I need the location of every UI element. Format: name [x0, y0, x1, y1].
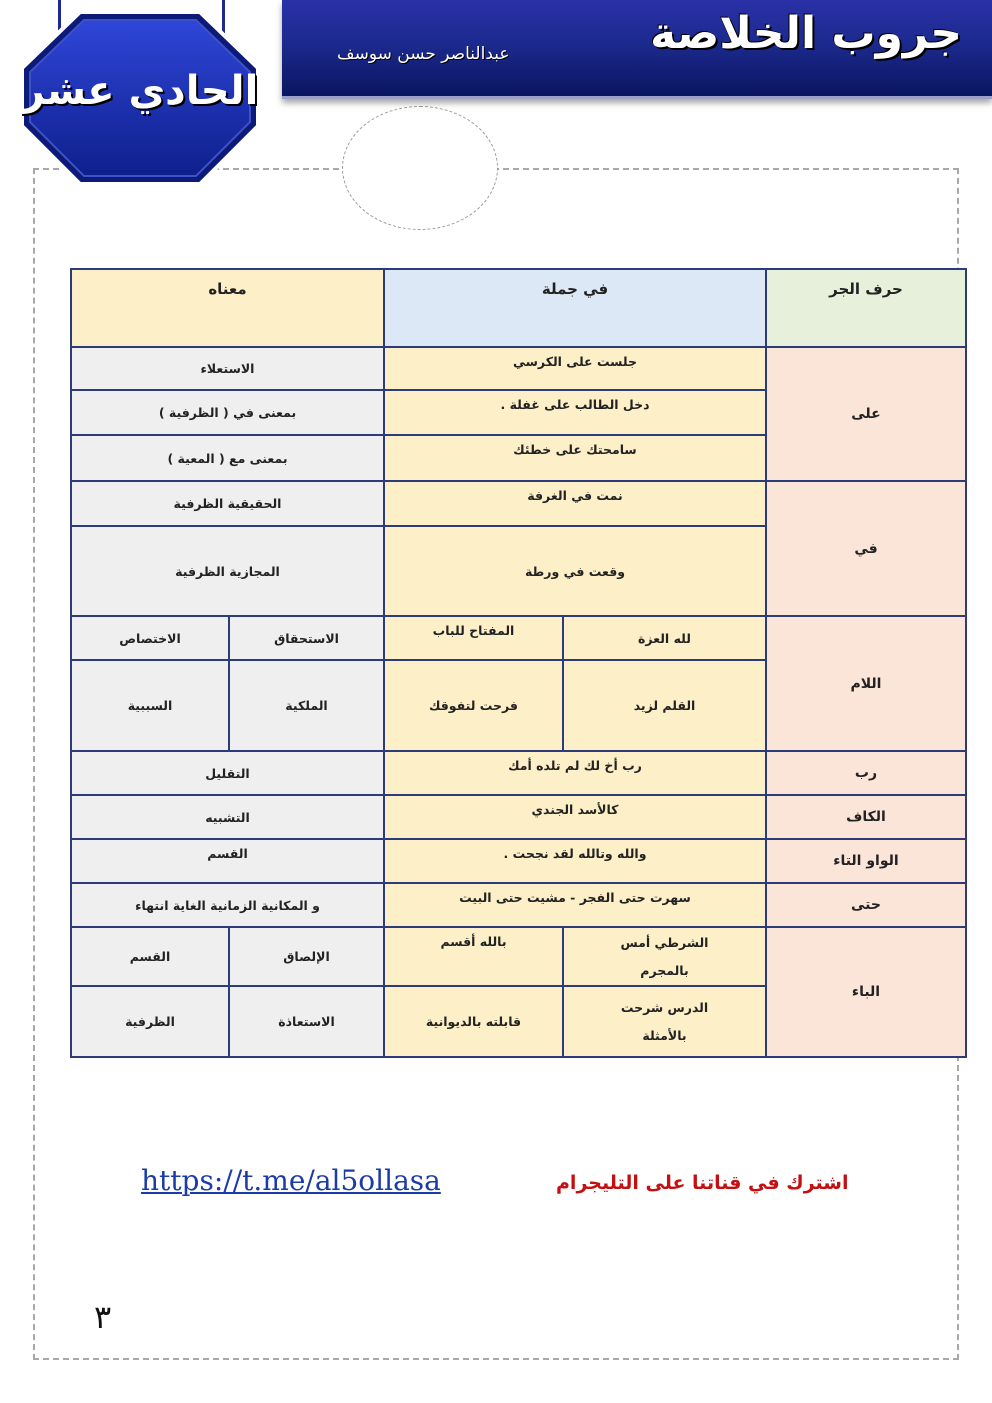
meaning-cell: الاختصاص: [71, 616, 229, 660]
table-row: [71, 795, 966, 839]
sentence-cell: جلست على الكرسي: [384, 347, 766, 390]
sentence-cell: قابلته بالديوانية: [384, 986, 563, 1057]
letter-cell: في: [766, 481, 966, 616]
letter-cell: الباء: [766, 927, 966, 1057]
telegram-link[interactable]: https://t.me/al5ollasa: [141, 1164, 441, 1197]
sentence-cell: الدرس شرحت بالأمثلة: [563, 986, 766, 1057]
header-sentence: في جملة: [384, 269, 766, 347]
sentence-cell: المفتاح للباب: [384, 616, 563, 660]
meaning-cell: السببية: [71, 660, 229, 751]
header-meaning: معناه: [71, 269, 384, 347]
meaning-cell: الملكية: [229, 660, 384, 751]
prepositions-table: [70, 268, 967, 1058]
meaning-cell: القسم: [71, 927, 229, 986]
meaning-cell: الاستعاذة: [229, 986, 384, 1057]
header-letter: حرف الجر: [766, 269, 966, 347]
sentence-cell: رب أخ لك لم تلده أمك: [384, 751, 766, 795]
letter-cell: الكاف: [766, 795, 966, 839]
table-row: [71, 883, 966, 927]
meaning-cell: بمعنى مع ( المعية ): [71, 435, 384, 481]
letter-cell: الواو التاء: [766, 839, 966, 883]
sentence-cell: والله وتالله لقد نجحت .: [384, 839, 766, 883]
sentence-cell: وقعت في ورطة: [384, 526, 766, 616]
table-row: [71, 839, 966, 883]
sentence-cell: القلم لزيد: [563, 660, 766, 751]
decorative-circle: [342, 106, 498, 230]
table-row: [71, 347, 966, 390]
grade-badge: [18, 8, 262, 188]
badge-label: الحادي عشر: [21, 68, 259, 114]
letter-cell: على: [766, 347, 966, 481]
sentence-cell: سهرت حتى الفجر - مشيت حتى البيت: [384, 883, 766, 927]
sentence-cell: الشرطي أمس بالمجرم: [563, 927, 766, 986]
banner-author: عبدالناصر حسن سوسف: [337, 44, 510, 64]
sentence-cell: لله العزة: [563, 616, 766, 660]
meaning-cell: الظرفية: [71, 986, 229, 1057]
table-row: [71, 927, 966, 986]
telegram-promo: اشترك في قناتنا على التليجرام: [556, 1172, 849, 1194]
meaning-cell: بمعنى في ( الظرفية ): [71, 390, 384, 435]
letter-cell: حتى: [766, 883, 966, 927]
banner-title: جروب الخلاصة: [650, 8, 962, 59]
meaning-cell: الحقيقية الظرفية: [71, 481, 384, 526]
meaning-cell: القسم: [71, 839, 384, 883]
meaning-cell: الإلصاق: [229, 927, 384, 986]
letter-cell: اللام: [766, 616, 966, 751]
table-row: [71, 481, 966, 526]
sentence-cell: دخل الطالب على غفلة .: [384, 390, 766, 435]
meaning-cell: الاستحقاق: [229, 616, 384, 660]
table-row: [71, 751, 966, 795]
meaning-cell: و المكانية الزمانية الغاية انتهاء: [71, 883, 384, 927]
sentence-cell: سامحتك على خطئك: [384, 435, 766, 481]
meaning-cell: التشبيه: [71, 795, 384, 839]
meaning-cell: المجازية الظرفية: [71, 526, 384, 616]
meaning-cell: التقليل: [71, 751, 384, 795]
header-banner: [282, 0, 992, 99]
letter-cell: رب: [766, 751, 966, 795]
sentence-cell: بالله أقسم: [384, 927, 563, 986]
page-number: ٣: [94, 1298, 112, 1336]
sentence-cell: فرحت لتفوقك: [384, 660, 563, 751]
meaning-cell: الاستعلاء: [71, 347, 384, 390]
sentence-cell: كالأسد الجندي: [384, 795, 766, 839]
sentence-cell: نمت في الغرفة: [384, 481, 766, 526]
table-row: [71, 616, 966, 660]
table-header-row: [71, 269, 966, 347]
